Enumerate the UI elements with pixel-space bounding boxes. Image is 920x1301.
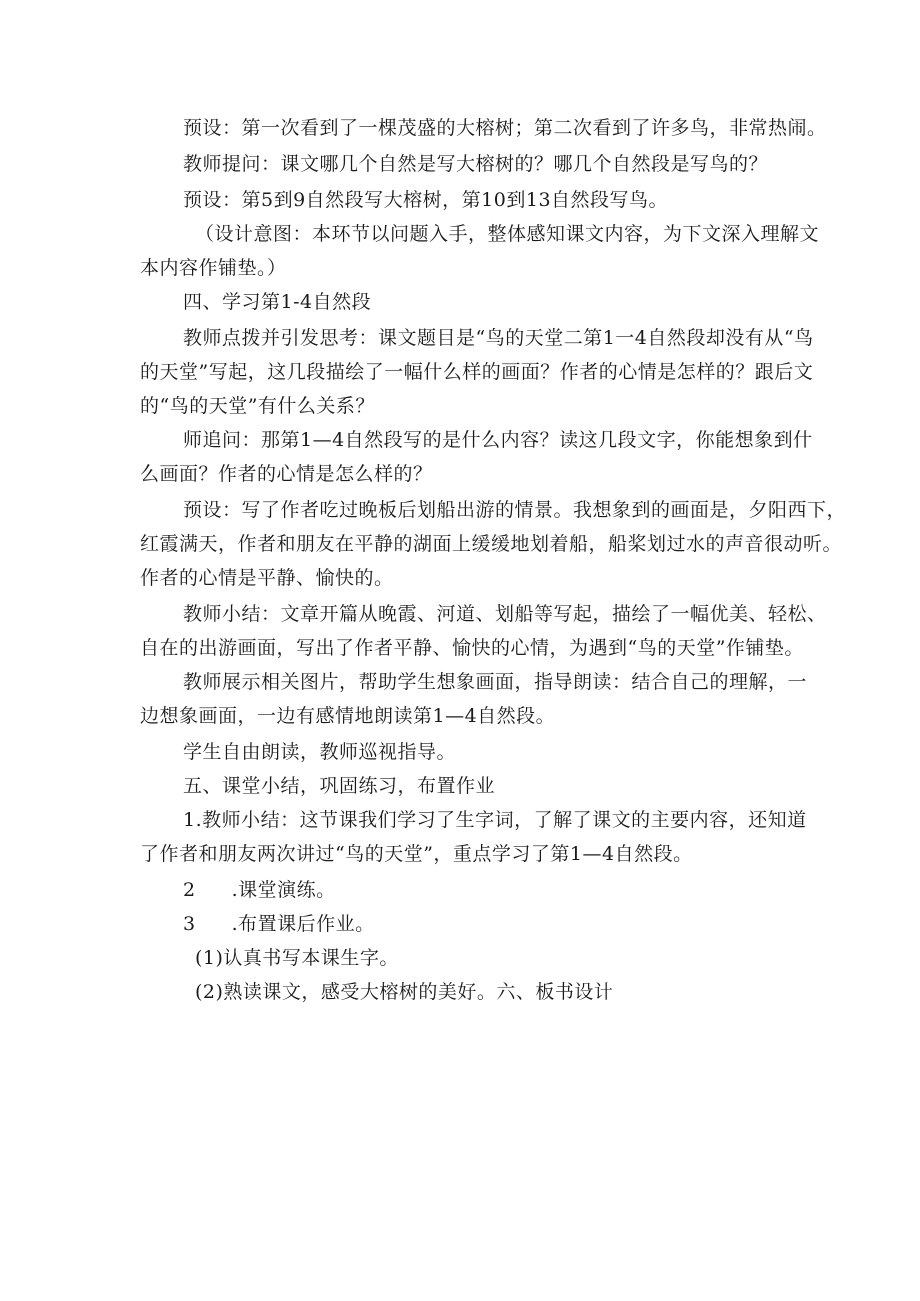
paragraph-line: 红霞满天，作者和朋友在平静的湖面上缓缓地划着船，船桨划过水的声音很动听。 [140,533,843,555]
paragraph-line: 的天堂”写起，这几段描绘了一幅什么样的画面？作者的心情是怎样的？跟后文 [140,361,814,383]
paragraph-line: 教师提问：课文哪几个自然是写大榕树的？哪几个自然段是写鸟的？ [183,153,769,175]
list-item [0,878,920,902]
paragraph-line: 本内容作铺垫。） [140,257,287,279]
list-text: .课堂演练。 [231,879,336,901]
paragraph-line: 师追问：那第1—4自然段写的是什么内容？读这几段文字，你能想象到什 [183,429,813,451]
section-heading: 四、学习第1-4自然段 [183,291,372,313]
list-text: .布置课后作业。 [231,913,375,935]
list-item [0,912,920,936]
paragraph-line: 的“鸟的天堂”有什么关系？ [140,395,375,417]
paragraph-line: 预设：第5到9自然段写大榕树，第10到13自然段写鸟。 [183,189,669,211]
sub-list-item: (2)熟读课文，感受大榕树的美好。六、板书设计 [195,981,614,1003]
paragraph-line: 教师点拨并引发思考：课文题目是“鸟的天堂二第1一4自然段却没有从“鸟 [183,327,814,349]
paragraph-line: 学生自由朗读，教师巡视指导。 [183,741,457,763]
paragraph-line: 作者的心情是平静、愉快的。 [140,567,394,589]
list-number: 3 [183,913,196,935]
paragraph-line: （设计意图：本环节以问题入手，整体感知课文内容，为下文深入理解文 [195,223,820,245]
paragraph-line: 边想象画面，一边有感情地朗读第1—4自然段。 [140,705,556,727]
sub-list-item: (1)认真书写本课生字。 [195,947,399,969]
paragraph-line: 教师展示相关图片，帮助学生想象画面，指导朗读：结合自己的理解，一 [183,671,808,693]
paragraph-line: 教师小结：文章开篇从晚霞、河道、划船等写起，描绘了一幅优美、轻松、 [183,603,827,625]
paragraph-line: 么画面？作者的心情是怎么样的？ [140,463,433,485]
paragraph-line: 预设：第一次看到了一棵茂盛的大榕树；第二次看到了许多鸟，非常热闹。 [183,117,827,139]
paragraph-line: 1.教师小结：这节课我们学习了生字词，了解了课文的主要内容，还知道 [183,809,807,831]
section-heading: 五、课堂小结，巩固练习，布置作业 [183,775,496,797]
paragraph-line: 了作者和朋友两次讲过“鸟的天堂”，重点学习了第1—4自然段。 [140,843,693,865]
paragraph-line: 自在的出游画面，写出了作者平静、愉快的心情，为遇到“鸟的天堂”作铺垫。 [140,637,804,659]
paragraph-line: 预设：写了作者吃过晚板后划船出游的情景。我想象到的画面是，夕阳西下， [183,499,847,521]
list-number: 2 [183,879,196,901]
